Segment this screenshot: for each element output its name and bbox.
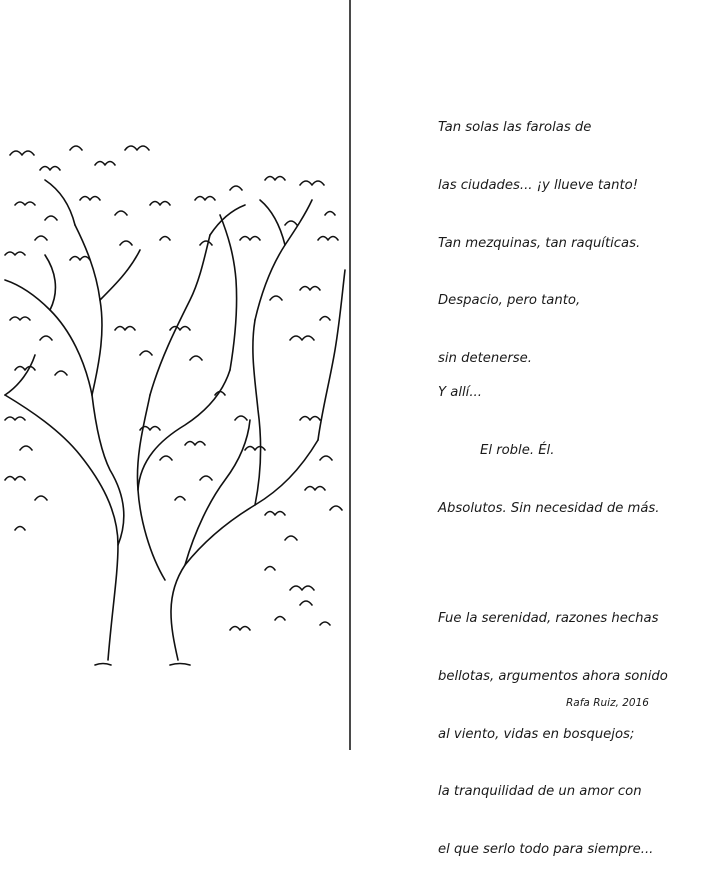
- poem-line: Y allí...: [438, 385, 482, 401]
- poem-line: Tan solas las farolas de: [438, 120, 592, 136]
- oak-tree-illustration: [0, 0, 350, 750]
- poem-stanza-2: [438, 345, 659, 537]
- poem-line: El roble. Él.: [480, 443, 555, 459]
- poem-line: Tan mezquinas, tan raquíticas.: [438, 235, 641, 251]
- poem-line: bellotas, argumentos ahora sonido: [438, 669, 668, 685]
- author-signature: Rafa Ruiz, 2016: [566, 697, 649, 709]
- poem-line: Despacio, pero tanto,: [438, 293, 581, 309]
- poem-line: el que serlo todo para siempre...: [438, 841, 654, 857]
- poem-stanza-3: [438, 571, 668, 878]
- poem-line: las ciudades... ¡y llueve tanto!: [438, 178, 638, 194]
- poem-line: sin detenerse.: [438, 350, 532, 366]
- poem-line: Absolutos. Sin necesidad de más.: [438, 500, 660, 516]
- poem-line: Fue la serenidad, razones hechas: [438, 611, 659, 627]
- poem-line: la tranquilidad de un amor con: [438, 784, 642, 800]
- poem-line: al viento, vidas en bosquejos;: [438, 726, 635, 742]
- left-page: [0, 0, 350, 750]
- poem-stanza-1: [438, 80, 640, 387]
